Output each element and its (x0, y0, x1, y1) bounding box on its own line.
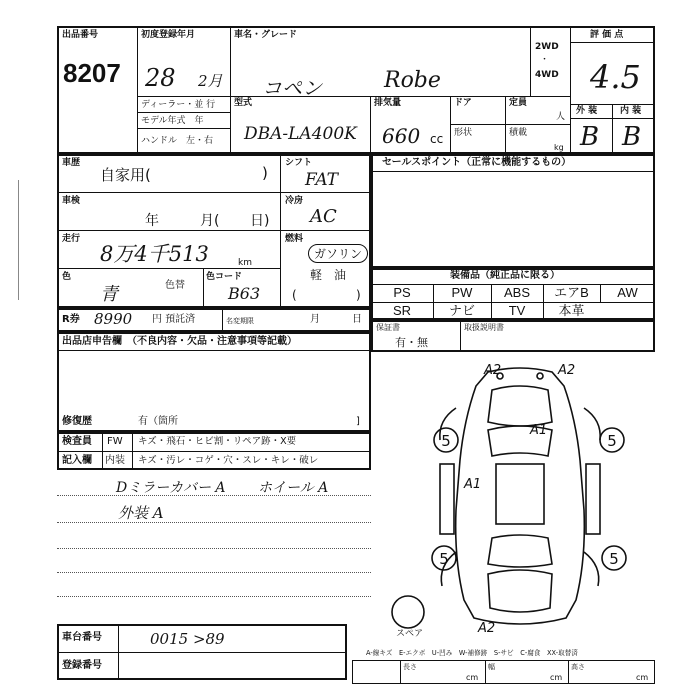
fuel-paren-close: ) (356, 288, 361, 302)
rear-window (488, 535, 552, 567)
divider (570, 26, 571, 154)
divider (57, 230, 371, 231)
model-type: DBA-LA400K (244, 124, 357, 144)
dim-height-label: 高さ (571, 663, 585, 671)
note-line (57, 522, 371, 523)
dim-height-unit: cm (636, 673, 649, 682)
note-line1-b: ホイール A (258, 480, 329, 496)
chassis-label: 車台番号 (62, 632, 102, 643)
divider (137, 128, 230, 129)
divider (612, 104, 613, 154)
car-body-outline (456, 368, 585, 624)
drive-2wd: 2WD (535, 42, 559, 52)
notes-label: 記入欄 (62, 455, 92, 466)
inspection-year: 年 (145, 213, 159, 229)
note-line (57, 495, 371, 496)
expiry-day: 日 (352, 314, 362, 325)
capacity-unit: 人 (556, 112, 566, 122)
recycle-label: R券 (62, 314, 80, 325)
inspector-label: 検査員 (62, 436, 92, 447)
color-change-label: 色替 (165, 280, 185, 291)
equip-navi: ナビ (448, 303, 475, 318)
load-label: 積載 (509, 128, 528, 138)
spare-label: スペア (396, 629, 424, 639)
repair-label: 修復歴 (62, 416, 92, 427)
repair-close: ] (356, 416, 360, 427)
load-unit: kg (554, 143, 564, 152)
mileage-label: 走行 (62, 234, 81, 244)
divider (57, 350, 371, 351)
history-close: ) (262, 164, 268, 182)
spare-tire-mark (392, 596, 424, 628)
interior-grade: B (622, 122, 642, 152)
fw-tag: FW (107, 436, 123, 447)
aircon-label: 冷房 (285, 196, 304, 206)
score-value: 4.5 (590, 58, 641, 96)
note-line1-a: Dミラーカバー A (116, 480, 226, 496)
inspection-day: 日) (250, 213, 270, 229)
shift-value: FAT (305, 170, 339, 190)
spare-manual-label: 取扱説明書 (464, 323, 504, 332)
recycle-unit: 円 預託済 (152, 314, 196, 325)
color-code-value: B63 (228, 284, 261, 303)
divider (371, 171, 655, 172)
divider (570, 118, 655, 119)
divider (505, 96, 506, 154)
equip-sr: SR (392, 303, 412, 318)
first-reg-label: 初度登録年月 (141, 30, 196, 40)
door-right (586, 464, 600, 534)
fender-rr (584, 552, 599, 586)
note-line2: 外装 A (118, 504, 164, 522)
expiry-month: 月 (310, 314, 320, 325)
fw-text: キズ・飛石・ヒビ割・リペア跡・X要 (138, 436, 297, 447)
trunk-outline (488, 570, 552, 612)
divider (530, 26, 531, 96)
wheel-score-fr: 5 (607, 432, 617, 450)
mileage-unit: km (238, 258, 252, 268)
divider (57, 451, 371, 452)
divider (230, 96, 231, 154)
door-left (440, 464, 454, 534)
drive-dot: ・ (540, 55, 550, 65)
divider (102, 432, 103, 470)
note-line (57, 596, 371, 597)
chassis-number: 0015 >89 (150, 630, 225, 648)
dim-width-label: 幅 (488, 663, 495, 671)
history-label: 車歴 (62, 158, 81, 168)
capacity-label: 定員 (509, 98, 528, 108)
divider (137, 112, 230, 113)
model-year-label: モデル年式 年 (141, 116, 204, 126)
door-label: ドア (454, 98, 472, 108)
car-diagram (380, 360, 660, 640)
divider (570, 42, 655, 43)
wheel-score-rr: 5 (609, 550, 619, 568)
inspection-month: 月( (200, 213, 220, 229)
equip-leather: 本革 (558, 303, 585, 318)
interior-text: キズ・汚レ・コゲ・穴・スレ・キレ・破レ (138, 455, 319, 466)
dimensions-frame (352, 660, 655, 684)
fuel-value: ガソリン (308, 244, 368, 263)
note-line (57, 548, 371, 549)
shift-label: シフト (285, 158, 313, 168)
color-label: 色 (62, 272, 72, 282)
equip-abs: ABS (503, 285, 530, 300)
dealer-label: ディーラー・並 行 (141, 100, 216, 110)
divider (203, 268, 204, 308)
wheel-score-rl: 5 (439, 550, 449, 568)
divider (57, 192, 371, 193)
divider (400, 660, 401, 684)
handle-label: ハンドル 左・右 (141, 136, 214, 146)
divider (132, 432, 133, 470)
expiry-label: 名変期限 (226, 317, 254, 325)
damage-a2-rear: A2 (478, 621, 496, 636)
note-line (57, 572, 371, 573)
displacement: 660 (382, 124, 421, 148)
divider (230, 26, 231, 96)
equip-tv: TV (508, 303, 526, 318)
color-code-label: 色コード (206, 272, 243, 282)
damage-a1-hood: A1 (530, 423, 548, 438)
mileage-value: 8万4千513 (100, 242, 209, 266)
inspection-label: 車検 (62, 196, 81, 206)
interior-label: 内 装 (620, 106, 642, 116)
manual-value: 有・無 (395, 336, 428, 349)
equip-airbag: エアB (554, 285, 589, 300)
equip-aw: AW (617, 285, 638, 300)
fuel-diesel: 軽 油 (310, 268, 347, 282)
damage-legend: A-線キズ E-エクボ U-凹み W-補修跡 S-サビ C-腐食 XX-取替済 (366, 649, 578, 657)
damage-a2-front-left: A2 (484, 363, 502, 378)
divider (57, 268, 280, 269)
headlight-right (537, 373, 543, 379)
sales-title: セールスポイント（正常に機能するもの） (382, 157, 572, 168)
wheel-score-fl: 5 (441, 432, 451, 450)
aircon-value: AC (310, 206, 337, 227)
divider (118, 624, 119, 680)
damage-a2-front-right: A2 (558, 363, 576, 378)
dim-width-unit: cm (550, 673, 563, 682)
exterior-label: 外 装 (576, 106, 598, 116)
fuel-label: 燃料 (285, 234, 304, 244)
reg-label: 登録番号 (62, 660, 102, 671)
equip-pw: PW (451, 285, 473, 300)
lot-label: 出品番号 (62, 30, 99, 40)
first-reg-month: 2月 (198, 72, 223, 90)
dim-length-label: 長さ (403, 663, 417, 671)
equipment-title: 装備品（純正品に限る） (450, 270, 560, 281)
divider (450, 96, 451, 154)
cc-unit: cc (430, 132, 444, 146)
report-frame (57, 332, 371, 432)
divider (57, 652, 347, 653)
repair-value: 有（箇所 (138, 416, 178, 427)
hood-outline (488, 386, 552, 426)
dim-length-unit: cm (466, 673, 479, 682)
displacement-label: 排気量 (374, 98, 402, 108)
first-reg-year: 28 (145, 64, 176, 92)
car-name-label: 車名・グレード (234, 30, 298, 40)
divider (137, 26, 138, 154)
divider (222, 308, 223, 332)
drive-4wd: 4WD (535, 70, 559, 80)
divider (370, 96, 371, 154)
car-name: コペン (262, 76, 322, 100)
divider (568, 660, 569, 684)
grade: Robe (384, 68, 441, 93)
score-label: 評 価 点 (590, 30, 624, 40)
manual-label: 保証書 (376, 323, 400, 332)
divider (280, 154, 281, 308)
recycle-value: 8990 (94, 310, 133, 328)
lot-number: 8207 (63, 58, 121, 88)
divider (485, 660, 486, 684)
model-type-label: 型式 (234, 98, 253, 108)
roof (496, 464, 544, 524)
divider (450, 124, 570, 125)
color-value: 青 (100, 284, 118, 305)
exterior-grade: B (580, 122, 600, 152)
divider (460, 320, 461, 352)
history-value: 自家用( (100, 166, 151, 184)
damage-a1-side: A1 (464, 477, 482, 492)
equip-ps: PS (393, 285, 411, 300)
margin-line (18, 180, 19, 300)
interior-tag: 内装 (105, 455, 125, 466)
shape-label: 形状 (454, 128, 473, 138)
fender-fr (584, 408, 600, 440)
fuel-paren-open: ( (292, 288, 297, 302)
report-title: 出品店申告欄 （不良内容・欠品・注意事項等記載） (62, 336, 297, 347)
